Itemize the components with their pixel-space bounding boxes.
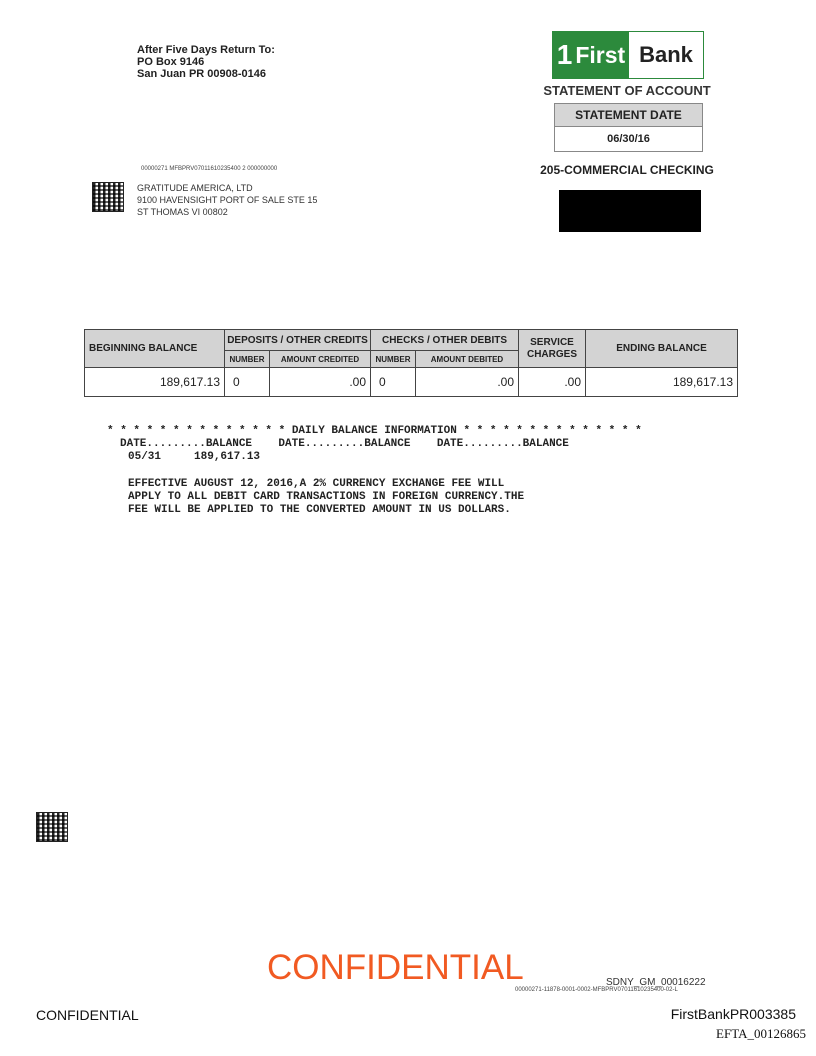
notice-line3: FEE WILL BE APPLIED TO THE CONVERTED AMOUNT IN US DOLLARS. (128, 504, 511, 516)
header-checks-number: NUMBER (371, 351, 416, 368)
efta-number: EFTA_00126865 (716, 1026, 806, 1041)
header-deposits: DEPOSITS / OTHER CREDITS (225, 330, 371, 351)
header-service-charges (519, 330, 586, 368)
daily-balance-columns: DATE.........BALANCE DATE.........BALANCE DATE.........BALANCE (120, 438, 569, 450)
notice-line1: EFFECTIVE AUGUST 12, 2016,A 2% CURRENCY EXCHANGE FEE WILL (128, 478, 505, 490)
value-deposits-number: 0 (225, 368, 270, 397)
return-address-line3: San Juan PR 00908-0146 (137, 68, 267, 80)
value-checks-number: 0 (371, 368, 416, 397)
mailing-name: GRATITUDE AMERICA, LTD (137, 183, 253, 193)
notice-line2: APPLY TO ALL DEBIT CARD TRANSACTIONS IN FOREIGN CURRENCY.THE (128, 491, 525, 503)
header-beginning-balance: BEGINNING BALANCE (85, 330, 225, 368)
header-amount-credited: AMOUNT CREDITED (270, 351, 371, 368)
logo-first: First (575, 41, 626, 68)
firstbank-logo (552, 31, 704, 79)
account-type: 205-COMMERCIAL CHECKING (540, 163, 714, 177)
document-code: 00000271-11878-0001-0002-MFBPRV07011610235400-02-L (515, 987, 678, 993)
account-summary-table (84, 329, 738, 397)
header-service-charges-1: SERVICE (530, 336, 574, 348)
sdny-number: SDNY_GM_00016222 (606, 977, 706, 988)
statement-date-value: 06/30/16 (607, 133, 650, 145)
mailing-address (137, 182, 317, 218)
bates-number: FirstBankPR003385 (670, 1006, 796, 1022)
logo-bank: Bank (639, 42, 693, 67)
value-beginning-balance: 189,617.13 (85, 368, 225, 397)
header-amount-debited: AMOUNT DEBITED (416, 351, 519, 368)
value-service-charges: .00 (519, 368, 586, 397)
datamatrix-barcode-icon (36, 812, 68, 842)
header-checks: CHECKS / OTHER DEBITS (371, 330, 519, 351)
logo-mark: 1 (556, 39, 573, 70)
header-ending-balance: ENDING BALANCE (586, 330, 738, 368)
header-service-charges-2: CHARGES (526, 348, 577, 360)
return-address-line1: After Five Days Return To: (137, 44, 275, 56)
value-amount-credited: .00 (270, 368, 371, 397)
mailing-code: 00000271 MFBPRV07011610235400 2 000000000 (141, 166, 278, 172)
mailing-street: 9100 HAVENSIGHT PORT OF SALE STE 15 (137, 195, 318, 205)
confidential-label: CONFIDENTIAL (36, 1007, 139, 1023)
daily-balance-banner: * * * * * * * * * * * * * * DAILY BALANCE INFORMATION * * * * * * * * * * * * * * (107, 425, 642, 437)
datamatrix-barcode-icon (92, 182, 124, 212)
statement-title: STATEMENT OF ACCOUNT (543, 83, 711, 98)
daily-balance-row: 05/31 189,617.13 (128, 451, 261, 463)
redaction-block (559, 190, 701, 232)
statement-date-box (554, 103, 703, 152)
return-address (137, 44, 275, 80)
value-ending-balance: 189,617.13 (586, 368, 738, 397)
return-address-line2: PO Box 9146 (137, 56, 205, 68)
statement-date-label: STATEMENT DATE (555, 104, 702, 127)
confidential-stamp: CONFIDENTIAL (267, 948, 524, 987)
header-deposits-number: NUMBER (225, 351, 270, 368)
mailing-city: ST THOMAS VI 00802 (137, 207, 228, 217)
value-amount-debited: .00 (416, 368, 519, 397)
